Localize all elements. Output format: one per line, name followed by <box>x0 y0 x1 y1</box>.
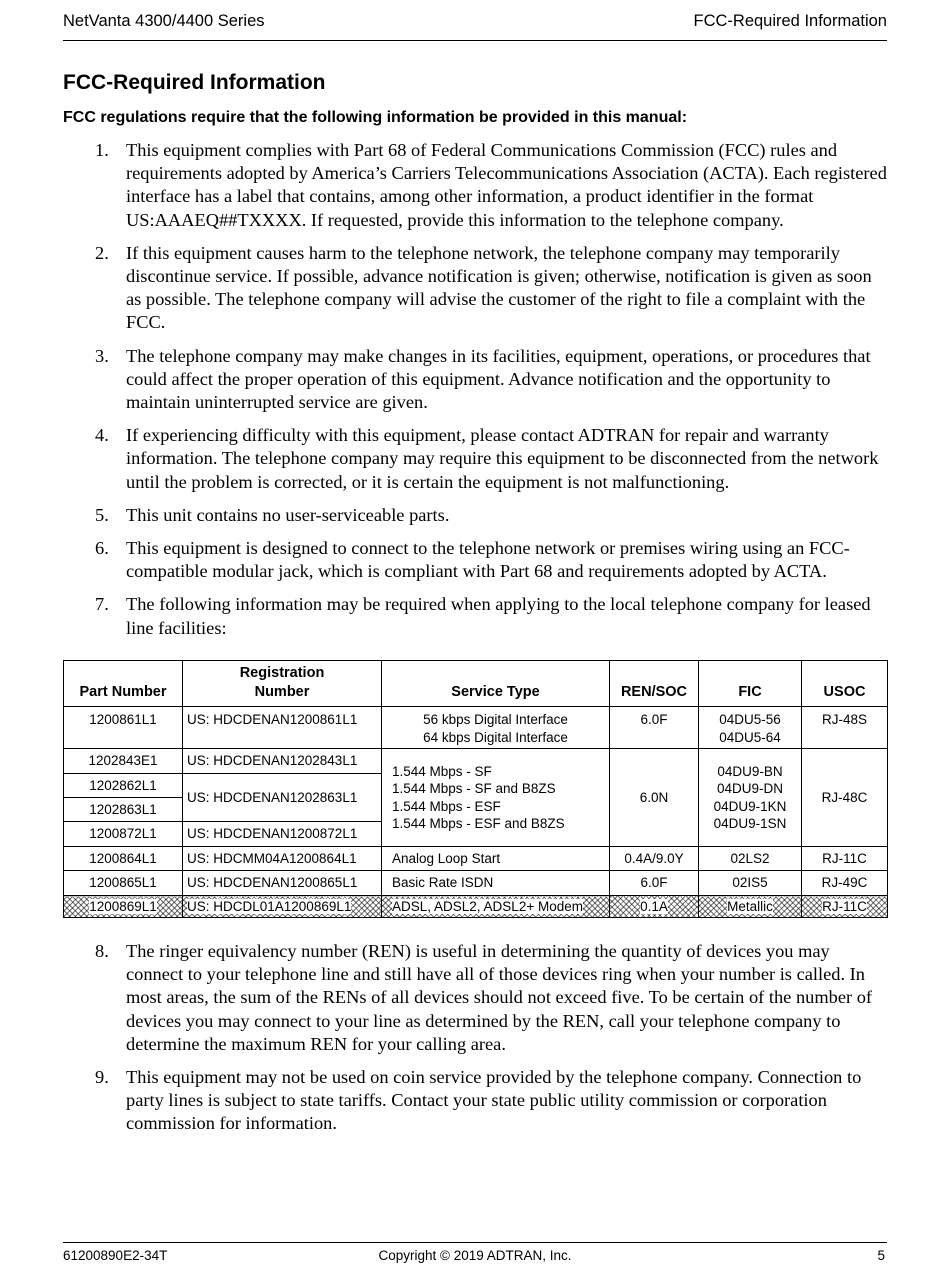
list-item-number: 5. <box>95 504 109 525</box>
cell-part-number: 1202843E1 <box>64 749 183 774</box>
list-item <box>63 424 889 494</box>
list-item <box>63 1066 889 1136</box>
table-row-hatched <box>64 896 888 918</box>
cell-fic: Metallic <box>699 896 802 918</box>
page-title: FCC-Required Information <box>63 71 326 94</box>
cell-part-number: 1200865L1 <box>64 871 183 896</box>
col-header-fic: FIC <box>699 661 802 707</box>
col-header-service-type: Service Type <box>382 661 610 707</box>
registration-table <box>63 660 888 918</box>
cell-usoc: RJ-11C <box>802 847 888 871</box>
col-header-ren-soc: REN/SOC <box>610 661 699 707</box>
col-header-usoc: USOC <box>802 661 888 707</box>
list-item-text: This equipment may not be used on coin service provided by the telephone company. Connection to party lines is subject to state tariffs. Contact your state public utility commission or corporation commission for information. <box>126 1067 862 1134</box>
numbered-list-part-1 <box>63 139 889 640</box>
table-header-row <box>64 661 888 707</box>
list-item-number: 3. <box>95 345 109 366</box>
cell-ren-soc: 0.4A/9.0Y <box>610 847 699 871</box>
cell-service-type: Analog Loop Start <box>382 847 610 871</box>
cell-service-type: 56 kbps Digital Interface 64 kbps Digital Interface <box>382 707 610 749</box>
list-item <box>63 593 889 639</box>
list-item <box>63 345 889 415</box>
cell-fic: 02IS5 <box>699 871 802 896</box>
table-row <box>64 847 888 871</box>
cell-ren-soc: 0.1A <box>610 896 699 918</box>
page-subtitle: FCC regulations require that the following information be provided in this manual: <box>63 109 688 126</box>
page-footer <box>63 1242 887 1263</box>
cell-usoc: RJ-11C <box>802 896 888 918</box>
table-row <box>64 871 888 896</box>
numbered-list-part-2 <box>63 940 889 1136</box>
footer-page-number: 5 <box>877 1248 885 1263</box>
cell-part-number: 1200864L1 <box>64 847 183 871</box>
cell-registration-number: US: HDCMM04A1200864L1 <box>183 847 382 871</box>
cell-ren-soc: 6.0F <box>610 871 699 896</box>
table-row <box>64 707 888 749</box>
list-item <box>63 242 889 335</box>
cell-part-number: 1202862L1 <box>64 774 183 798</box>
list-item-number: 2. <box>95 242 109 263</box>
cell-part-number: 1200872L1 <box>64 822 183 847</box>
cell-registration-number: US: HDCDL01A1200869L1 <box>183 896 382 918</box>
list-item-text: The telephone company may make changes in its facilities, equipment, operations, or procedures that could affect the proper operation of this equipment. Advance notification and the opportunity to maintain uninterrupted service are given. <box>126 345 871 413</box>
page-header <box>63 9 887 41</box>
list-item-text: The following information may be required when applying to the local telephone company for leased line facilities: <box>126 594 871 638</box>
footer-copyright: Copyright © 2019 ADTRAN, Inc. <box>378 1248 572 1263</box>
list-item-text: This unit contains no user-serviceable parts. <box>126 504 450 525</box>
cell-fic: 04DU9-BN 04DU9-DN 04DU9-1KN 04DU9-1SN <box>699 749 802 847</box>
cell-fic: 02LS2 <box>699 847 802 871</box>
header-product-name: NetVanta 4300/4400 Series <box>63 12 265 30</box>
list-item-text: This equipment is designed to connect to the telephone network or premises wiring using an FCC-compatible modular jack, which is compliant with Part 68 and requirements adopted by ACTA. <box>126 538 850 582</box>
cell-part-number: 1202863L1 <box>64 798 183 822</box>
list-item-text: The ringer equivalency number (REN) is useful in determining the quantity of devices you may connect to your telephone line and still have all of those devices ring when your number is called. In most areas, the sum of the RENs of all devices should not exceed five. To be certain of the number of devices you may connect to your line as determined by the REN, call your telephone company to determine the maximum REN for your calling area. <box>126 941 873 1054</box>
cell-registration-number: US: HDCDENAN1202863L1 <box>183 774 382 822</box>
cell-service-type: 1.544 Mbps - SF 1.544 Mbps - SF and B8ZS 1.544 Mbps - ESF 1.544 Mbps - ESF and B8ZS <box>382 749 610 847</box>
cell-usoc: RJ-48C <box>802 749 888 847</box>
list-item-text: If experiencing difficulty with this equipment, please contact ADTRAN for repair and warranty information. The telephone company may require this equipment to be disconnected from the network until the problem is corrected, or it is certain the equipment is not malfunctioning. <box>126 425 879 492</box>
cell-service-type: Basic Rate ISDN <box>382 871 610 896</box>
list-item-number: 8. <box>95 941 109 961</box>
cell-registration-number: US: HDCDENAN1200872L1 <box>183 822 382 847</box>
list-item-text: If this equipment causes harm to the telephone network, the telephone company may temporarily discontinue service. If possible, advance notification is given; otherwise, notification is given as soon as possible. The telephone company will advise the customer of the right to file a complaint with the FCC. <box>126 242 872 333</box>
header-section-title: FCC-Required Information <box>693 12 887 30</box>
list-item-number: 6. <box>95 538 109 559</box>
list-item <box>63 940 889 1056</box>
cell-part-number: 1200869L1 <box>64 896 183 918</box>
cell-registration-number: US: HDCDENAN1200861L1 <box>183 707 382 749</box>
list-item-number: 7. <box>95 594 109 615</box>
cell-fic: 04DU5-56 04DU5-64 <box>699 707 802 749</box>
list-item <box>63 504 889 527</box>
cell-registration-number: US: HDCDENAN1202843L1 <box>183 749 382 774</box>
footer-doc-number: 61200890E2-34T <box>63 1248 168 1263</box>
list-item-number: 9. <box>95 1067 109 1088</box>
cell-usoc: RJ-49C <box>802 871 888 896</box>
list-item-number: 1. <box>95 140 109 160</box>
list-item <box>63 139 889 232</box>
col-header-registration-number: Registration Number <box>183 661 382 707</box>
col-header-part-number: Part Number <box>64 661 183 707</box>
cell-part-number: 1200861L1 <box>64 707 183 749</box>
list-item <box>63 537 889 583</box>
list-item-text: This equipment complies with Part 68 of Federal Communications Commission (FCC) rules and requirements adopted by America’s Carriers Telecommunications Association (ACTA). Each registered interface has a label that contains, among other information, a product identifier in the format US:AAAEQ##TXXXX. If requested, provide this information to the telephone company. <box>126 140 887 230</box>
list-item-number: 4. <box>95 425 109 446</box>
cell-ren-soc: 6.0N <box>610 749 699 847</box>
table-row <box>64 749 888 774</box>
cell-registration-number: US: HDCDENAN1200865L1 <box>183 871 382 896</box>
cell-usoc: RJ-48S <box>802 707 888 749</box>
cell-service-type: ADSL, ADSL2, ADSL2+ Modem <box>382 896 610 918</box>
cell-ren-soc: 6.0F <box>610 707 699 749</box>
